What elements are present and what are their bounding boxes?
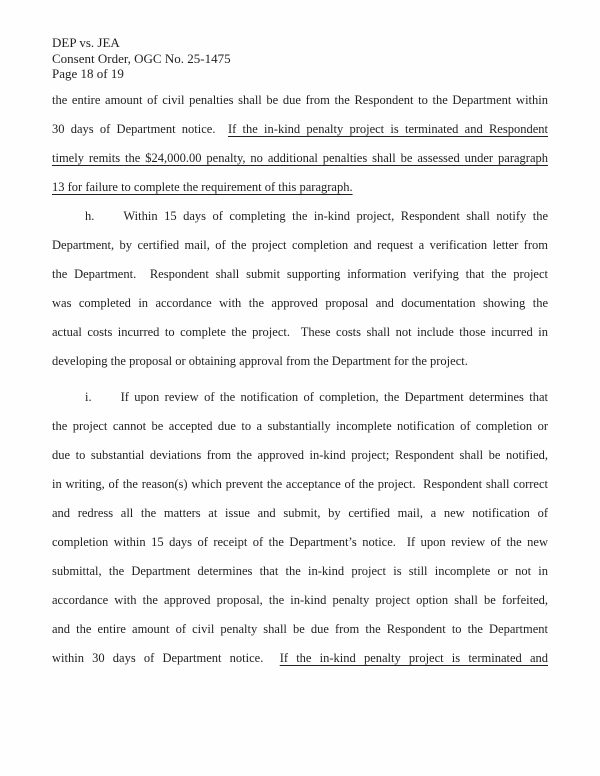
document-line <box>52 383 548 412</box>
text-segment: Department, by certified mail, of the project completion and request a verification letter from <box>52 238 548 252</box>
document-line <box>52 528 548 557</box>
document-header <box>52 35 231 82</box>
text-segment: If upon review of the notification of completion, the Department determines that <box>120 390 548 404</box>
text-segment: and the entire amount of civil penalty shall be due from the Respondent to the Department <box>52 622 548 636</box>
text-segment: i. <box>85 390 92 404</box>
document-line <box>52 557 548 586</box>
document-line <box>52 202 548 231</box>
text-segment: due to substantial deviations from the approved in-kind project; Respondent shall be notified, <box>52 448 548 462</box>
paragraph-h <box>52 202 548 376</box>
paragraph-continuation <box>52 86 548 202</box>
document-line <box>52 586 548 615</box>
text-segment: was completed in accordance with the approved proposal and documentation showing the <box>52 296 548 310</box>
text-segment: the Department. Respondent shall submit supporting information verifying that the project <box>52 267 548 281</box>
text-segment: developing the proposal or obtaining approval from the Department for the project. <box>52 354 468 368</box>
text-segment: 30 days of Department notice. <box>52 122 228 136</box>
document-line <box>52 644 548 673</box>
document-line <box>52 289 548 318</box>
text-segment: accordance with the approved proposal, the in-kind penalty project option shall be forfeited, <box>52 593 548 607</box>
document-line <box>52 115 548 144</box>
document-line <box>52 260 548 289</box>
header-case-line: DEP vs. JEA <box>52 35 120 50</box>
document-line <box>52 318 548 347</box>
underlined-text: If the in-kind penalty project is terminated and Respondent <box>227 122 548 136</box>
document-line <box>52 173 548 202</box>
document-body <box>52 86 548 673</box>
text-segment: and redress all the matters at issue and submit, by certified mail, a new notification of <box>52 506 548 520</box>
header-page-number: Page 18 of 19 <box>52 66 124 81</box>
text-segment: Within 15 days of completing the in-kind project, Respondent shall notify the <box>123 209 548 223</box>
text-segment: the project cannot be accepted due to a substantially incomplete notification of completion or <box>52 419 548 433</box>
document-line <box>52 615 548 644</box>
underlined-text: 13 for failure to complete the requirement of this paragraph. <box>52 180 353 194</box>
text-segment: submittal, the Department determines that the in-kind project is still incomplete or not in <box>52 564 548 578</box>
text-segment: actual costs incurred to complete the project. These costs shall not include those incurred in <box>52 325 548 339</box>
text-segment: within 30 days of Department notice. <box>52 651 280 665</box>
underlined-text: If the in-kind penalty project is terminated and <box>279 651 548 665</box>
underlined-text: timely remits the $24,000.00 penalty, no additional penalties shall be assessed under paragraph <box>52 151 548 165</box>
document-line <box>52 499 548 528</box>
text-segment: completion within 15 days of receipt of the Department’s notice. If upon review of the new <box>52 535 548 549</box>
document-line <box>52 86 548 115</box>
document-line <box>52 412 548 441</box>
header-order-line: Consent Order, OGC No. 25-1475 <box>52 50 231 66</box>
text-segment: h. <box>85 209 95 223</box>
paragraph-i <box>52 383 548 673</box>
document-line <box>52 441 548 470</box>
text-segment: the entire amount of civil penalties shall be due from the Respondent to the Department within <box>52 93 548 107</box>
document-line <box>52 144 548 173</box>
document-line <box>52 347 548 376</box>
text-segment: in writing, of the reason(s) which prevent the acceptance of the project. Respondent shall correct <box>52 477 548 491</box>
document-line <box>52 470 548 499</box>
document-line <box>52 231 548 260</box>
